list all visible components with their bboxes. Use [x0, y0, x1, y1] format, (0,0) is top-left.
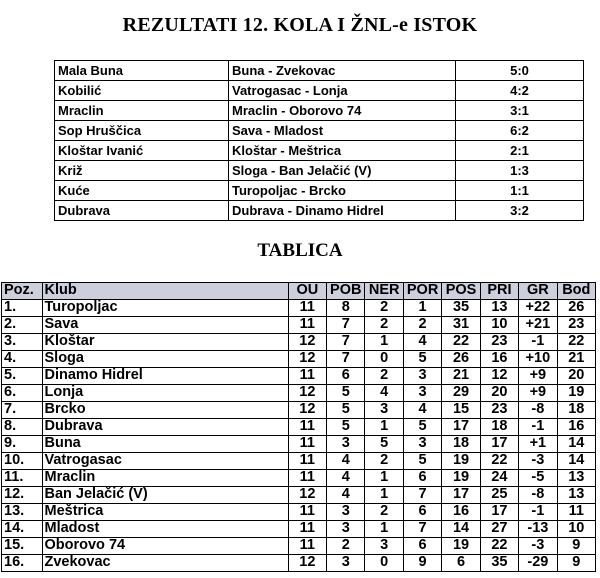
standings-cell-klub: Dubrava: [42, 419, 288, 436]
standings-cell-klub: Dinamo Hidrel: [42, 368, 288, 385]
standings-row: [2, 402, 596, 419]
result-place: Kobilić: [55, 81, 229, 101]
standings-cell-klub: Buna: [42, 436, 288, 453]
standings-cell-poz: 1.: [2, 300, 43, 317]
result-place: Mala Buna: [55, 61, 229, 81]
standings-cell-por: 3: [403, 368, 441, 385]
standings-cell-por: 3: [403, 436, 441, 453]
standings-cell-ner: 3: [365, 402, 403, 419]
standings-cell-ou: 12: [288, 555, 326, 572]
standings-row: [2, 334, 596, 351]
standings-row: [2, 470, 596, 487]
standings-cell-por: 3: [403, 385, 441, 402]
standings-cell-pri: 10: [480, 317, 518, 334]
standings-cell-por: 7: [403, 521, 441, 538]
standings-cell-pri: 24: [480, 470, 518, 487]
standings-cell-klub: Zvekovac: [42, 555, 288, 572]
standings-cell-gr: +9: [519, 368, 557, 385]
standings-cell-klub: Brcko: [42, 402, 288, 419]
standings-cell-pri: 22: [480, 538, 518, 555]
standings-cell-ner: 0: [365, 351, 403, 368]
standings-cell-pob: 3: [327, 555, 365, 572]
standings-cell-gr: -1: [519, 419, 557, 436]
standings-header-cell: Klub: [42, 283, 288, 300]
standings-cell-ner: 1: [365, 521, 403, 538]
result-row: [55, 121, 584, 141]
standings-header-cell: POS: [442, 283, 480, 300]
standings-cell-pob: 4: [327, 487, 365, 504]
standings-cell-poz: 4.: [2, 351, 43, 368]
standings-row: [2, 504, 596, 521]
standings-cell-gr: -3: [519, 538, 557, 555]
standings-cell-gr: -13: [519, 521, 557, 538]
standings-cell-por: 7: [403, 487, 441, 504]
results-table: [54, 60, 584, 221]
standings-cell-klub: Kloštar: [42, 334, 288, 351]
standings-header-cell: Poz.: [2, 283, 43, 300]
standings-cell-pos: 15: [442, 402, 480, 419]
result-place: Mraclin: [55, 101, 229, 121]
standings-cell-por: 6: [403, 504, 441, 521]
standings-row: [2, 436, 596, 453]
standings-cell-ner: 2: [365, 317, 403, 334]
standings-cell-ou: 11: [288, 504, 326, 521]
standings-cell-pos: 17: [442, 487, 480, 504]
standings-cell-poz: 11.: [2, 470, 43, 487]
standings-cell-poz: 8.: [2, 419, 43, 436]
standings-cell-pob: 3: [327, 504, 365, 521]
standings-cell-gr: +9: [519, 385, 557, 402]
standings-cell-poz: 5.: [2, 368, 43, 385]
standings-cell-pos: 18: [442, 436, 480, 453]
standings-cell-ner: 5: [365, 436, 403, 453]
standings-cell-bod: 23: [557, 317, 595, 334]
standings-cell-klub: Meštrica: [42, 504, 288, 521]
standings-cell-pri: 25: [480, 487, 518, 504]
result-match: Kloštar - Meštrica: [229, 141, 456, 161]
standings-cell-ou: 11: [288, 300, 326, 317]
standings-cell-pos: 29: [442, 385, 480, 402]
result-score: 1:3: [456, 161, 584, 181]
standings-cell-pob: 4: [327, 470, 365, 487]
result-row: [55, 101, 584, 121]
standings-cell-por: 5: [403, 351, 441, 368]
standings-cell-pri: 17: [480, 436, 518, 453]
result-place: Križ: [55, 161, 229, 181]
standings-cell-pri: 13: [480, 300, 518, 317]
standings-row: [2, 300, 596, 317]
results-title: REZULTATI 12. KOLA I ŽNL-e ISTOK: [122, 14, 478, 36]
standings-row: [2, 351, 596, 368]
standings-table: [1, 282, 596, 572]
standings-cell-ou: 12: [288, 402, 326, 419]
standings-cell-pos: 31: [442, 317, 480, 334]
standings-cell-pos: 16: [442, 504, 480, 521]
standings-cell-bod: 21: [557, 351, 595, 368]
result-score: 1:1: [456, 181, 584, 201]
result-score: 3:2: [456, 201, 584, 221]
standings-header-cell: OU: [288, 283, 326, 300]
standings-header-cell: POR: [403, 283, 441, 300]
standings-row: [2, 538, 596, 555]
standings-cell-por: 4: [403, 402, 441, 419]
result-score: 2:1: [456, 141, 584, 161]
standings-cell-pob: 8: [327, 300, 365, 317]
standings-cell-ner: 2: [365, 368, 403, 385]
result-score: 4:2: [456, 81, 584, 101]
standings-cell-poz: 12.: [2, 487, 43, 504]
standings-cell-poz: 7.: [2, 402, 43, 419]
result-score: 3:1: [456, 101, 584, 121]
standings-header-cell: Bod: [557, 283, 595, 300]
standings-cell-pos: 21: [442, 368, 480, 385]
standings-cell-ner: 0: [365, 555, 403, 572]
standings-row: [2, 521, 596, 538]
standings-cell-ner: 1: [365, 419, 403, 436]
standings-cell-ou: 11: [288, 521, 326, 538]
result-place: Sop Hruščica: [55, 121, 229, 141]
standings-cell-bod: 14: [557, 453, 595, 470]
standings-cell-pri: 35: [480, 555, 518, 572]
standings-cell-pri: 23: [480, 334, 518, 351]
standings-cell-pos: 19: [442, 470, 480, 487]
standings-cell-pob: 4: [327, 453, 365, 470]
standings-cell-pob: 6: [327, 368, 365, 385]
standings-row: [2, 487, 596, 504]
standings-row: [2, 385, 596, 402]
standings-cell-ou: 12: [288, 385, 326, 402]
result-row: [55, 81, 584, 101]
result-match: Sloga - Ban Jelačić (V): [229, 161, 456, 181]
standings-row: [2, 453, 596, 470]
standings-cell-gr: +1: [519, 436, 557, 453]
standings-cell-bod: 22: [557, 334, 595, 351]
standings-cell-ner: 1: [365, 470, 403, 487]
standings-cell-klub: Sloga: [42, 351, 288, 368]
standings-cell-por: 1: [403, 300, 441, 317]
standings-cell-bod: 13: [557, 470, 595, 487]
standings-cell-ner: 2: [365, 504, 403, 521]
standings-cell-pos: 6: [442, 555, 480, 572]
standings-cell-ou: 11: [288, 453, 326, 470]
standings-cell-pob: 7: [327, 317, 365, 334]
standings-cell-klub: Turopoljac: [42, 300, 288, 317]
result-row: [55, 141, 584, 161]
standings-cell-pos: 17: [442, 419, 480, 436]
standings-cell-klub: Vatrogasac: [42, 453, 288, 470]
standings-cell-por: 5: [403, 453, 441, 470]
standings-cell-pob: 3: [327, 521, 365, 538]
standings-cell-klub: Sava: [42, 317, 288, 334]
standings-cell-ou: 11: [288, 470, 326, 487]
result-place: Kloštar Ivanić: [55, 141, 229, 161]
standings-cell-pri: 20: [480, 385, 518, 402]
standings-cell-pri: 12: [480, 368, 518, 385]
standings-cell-poz: 13.: [2, 504, 43, 521]
standings-cell-ner: 4: [365, 385, 403, 402]
standings-cell-bod: 11: [557, 504, 595, 521]
standings-cell-ou: 11: [288, 368, 326, 385]
standings-cell-pob: 7: [327, 334, 365, 351]
standings-cell-gr: +21: [519, 317, 557, 334]
standings-cell-poz: 6.: [2, 385, 43, 402]
standings-cell-ou: 12: [288, 487, 326, 504]
standings-cell-gr: -5: [519, 470, 557, 487]
result-match: Mraclin - Oborovo 74: [229, 101, 456, 121]
standings-cell-bod: 18: [557, 402, 595, 419]
standings-cell-pri: 27: [480, 521, 518, 538]
standings-cell-pob: 5: [327, 402, 365, 419]
standings-cell-poz: 15.: [2, 538, 43, 555]
standings-cell-gr: +22: [519, 300, 557, 317]
standings-cell-gr: -3: [519, 453, 557, 470]
standings-row: [2, 419, 596, 436]
standings-cell-bod: 9: [557, 555, 595, 572]
standings-cell-klub: Mladost: [42, 521, 288, 538]
standings-cell-pos: 19: [442, 453, 480, 470]
result-score: 6:2: [456, 121, 584, 141]
standings-cell-gr: +10: [519, 351, 557, 368]
standings-cell-ner: 2: [365, 453, 403, 470]
standings-cell-bod: 10: [557, 521, 595, 538]
standings-cell-poz: 2.: [2, 317, 43, 334]
standings-cell-poz: 16.: [2, 555, 43, 572]
standings-cell-poz: 14.: [2, 521, 43, 538]
result-match: Dubrava - Dinamo Hidrel: [229, 201, 456, 221]
standings-cell-pob: 3: [327, 436, 365, 453]
standings-cell-por: 2: [403, 317, 441, 334]
standings-header-row: [2, 283, 596, 300]
standings-cell-por: 6: [403, 470, 441, 487]
standings-cell-por: 6: [403, 538, 441, 555]
standings-header-cell: NER: [365, 283, 403, 300]
result-match: Vatrogasac - Lonja: [229, 81, 456, 101]
result-row: [55, 201, 584, 221]
standings-cell-ou: 11: [288, 436, 326, 453]
standings-cell-gr: -8: [519, 402, 557, 419]
standings-cell-pri: 22: [480, 453, 518, 470]
standings-row: [2, 368, 596, 385]
standings-cell-pob: 5: [327, 385, 365, 402]
standings-cell-por: 4: [403, 334, 441, 351]
standings-cell-ou: 12: [288, 351, 326, 368]
standings-cell-klub: Ban Jelačić (V): [42, 487, 288, 504]
standings-cell-pri: 16: [480, 351, 518, 368]
result-row: [55, 61, 584, 81]
standings-row: [2, 555, 596, 572]
standings-cell-bod: 9: [557, 538, 595, 555]
standings-cell-bod: 19: [557, 385, 595, 402]
result-match: Turopoljac - Brcko: [229, 181, 456, 201]
standings-cell-ou: 11: [288, 317, 326, 334]
result-score: 5:0: [456, 61, 584, 81]
standings-cell-gr: -8: [519, 487, 557, 504]
standings-row: [2, 317, 596, 334]
standings-cell-bod: 14: [557, 436, 595, 453]
standings-cell-klub: Mraclin: [42, 470, 288, 487]
standings-cell-pos: 14: [442, 521, 480, 538]
standings-cell-bod: 20: [557, 368, 595, 385]
result-match: Buna - Zvekovac: [229, 61, 456, 81]
standings-cell-ner: 3: [365, 538, 403, 555]
standings-cell-por: 5: [403, 419, 441, 436]
standings-cell-poz: 10.: [2, 453, 43, 470]
standings-header-cell: POB: [327, 283, 365, 300]
standings-cell-gr: -1: [519, 334, 557, 351]
standings-header-cell: PRI: [480, 283, 518, 300]
standings-cell-pos: 22: [442, 334, 480, 351]
standings-cell-klub: Lonja: [42, 385, 288, 402]
standings-cell-ou: 12: [288, 334, 326, 351]
standings-cell-pob: 7: [327, 351, 365, 368]
standings-cell-poz: 9.: [2, 436, 43, 453]
standings-cell-bod: 13: [557, 487, 595, 504]
result-place: Kuće: [55, 181, 229, 201]
standings-cell-gr: -29: [519, 555, 557, 572]
standings-cell-pos: 35: [442, 300, 480, 317]
standings-cell-ou: 11: [288, 419, 326, 436]
standings-cell-pos: 26: [442, 351, 480, 368]
result-row: [55, 161, 584, 181]
standings-cell-por: 9: [403, 555, 441, 572]
standings-cell-pob: 2: [327, 538, 365, 555]
standings-cell-klub: Oborovo 74: [42, 538, 288, 555]
standings-cell-ner: 1: [365, 334, 403, 351]
standings-cell-pos: 19: [442, 538, 480, 555]
result-row: [55, 181, 584, 201]
standings-cell-pri: 23: [480, 402, 518, 419]
standings-cell-pob: 5: [327, 419, 365, 436]
result-place: Dubrava: [55, 201, 229, 221]
standings-cell-ner: 2: [365, 300, 403, 317]
standings-cell-bod: 16: [557, 419, 595, 436]
standings-cell-bod: 26: [557, 300, 595, 317]
result-match: Sava - Mladost: [229, 121, 456, 141]
standings-cell-poz: 3.: [2, 334, 43, 351]
standings-cell-pri: 18: [480, 419, 518, 436]
standings-title: TABLICA: [257, 240, 343, 261]
standings-cell-ner: 1: [365, 487, 403, 504]
standings-cell-pri: 17: [480, 504, 518, 521]
standings-cell-ou: 11: [288, 538, 326, 555]
standings-header-cell: GR: [519, 283, 557, 300]
standings-cell-gr: -1: [519, 504, 557, 521]
